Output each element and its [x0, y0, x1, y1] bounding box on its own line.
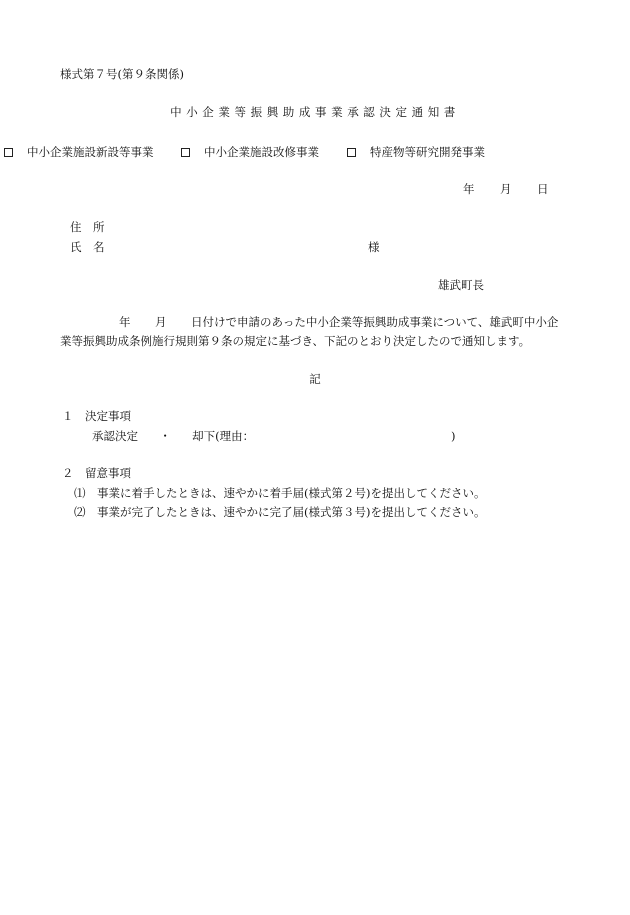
checkbox-icon[interactable] [181, 148, 190, 157]
address-label: 住 所 [70, 220, 105, 234]
project-type-label: 中小企業施設新設等事業 [27, 145, 154, 159]
body-year: 年 [119, 315, 131, 329]
section2-heading: ２ 留意事項 [62, 466, 131, 480]
note-item: ⑵ 事業が完了したときは、速やかに完了届(様式第３号)を提出してください。 [74, 505, 486, 519]
project-type-label: 特産物等研究開発事業 [370, 145, 485, 159]
project-type-option[interactable] [4, 146, 154, 160]
note-item: ⑴ 事業に着手したときは、速やかに着手届(様式第２号)を提出してください。 [74, 486, 486, 500]
document-title: 中小企業等振興助成事業承認決定通知書 [170, 105, 460, 119]
date-month: 月 [500, 182, 512, 196]
body-text-line2: 業等振興助成条例施行規則第９条の規定に基づき、下記のとおり決定したので通知します。 [60, 334, 531, 348]
reject-label: 却下(理由： [192, 429, 255, 443]
project-type-option[interactable] [181, 146, 319, 160]
form-number: 様式第７号(第９条関係) [60, 67, 184, 81]
checkbox-icon[interactable] [347, 148, 356, 157]
issuer-name: 雄武町長 [438, 278, 484, 292]
body-month: 月 [155, 315, 167, 329]
reason-close-paren: ) [451, 429, 456, 443]
decision-row [92, 430, 254, 444]
separator: ・ [159, 429, 171, 443]
ki-heading: 記 [309, 372, 321, 386]
date-year: 年 [463, 182, 475, 196]
body-text-line1: 日付けで申請のあった中小企業等振興助成事業について、雄武町中小企 [191, 315, 559, 329]
project-type-option[interactable] [347, 146, 485, 160]
name-label: 氏 名 [70, 240, 105, 254]
section1-heading: １ 決定事項 [62, 409, 131, 423]
honorific: 様 [368, 240, 380, 254]
project-type-label: 中小企業施設改修事業 [204, 145, 319, 159]
checkbox-icon[interactable] [4, 148, 13, 157]
date-day: 日 [537, 182, 549, 196]
approve-label: 承認決定 [92, 429, 138, 443]
